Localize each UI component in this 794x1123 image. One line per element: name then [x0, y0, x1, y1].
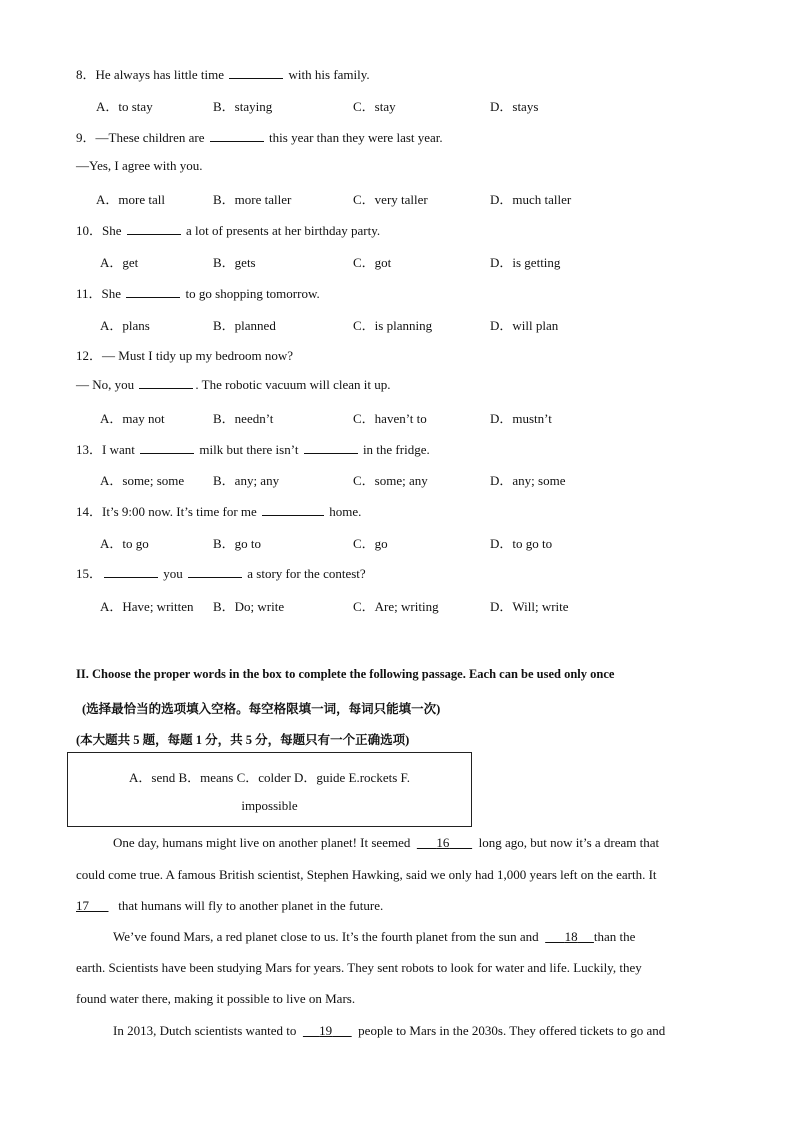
answer-blank[interactable]	[127, 222, 181, 235]
section-2-score-note: (本大题共 5 题，每题 1 分，共 5 分，每题只有一个正确选项)	[76, 733, 410, 747]
passage-line: could come true. A famous British scientist, Stephen Hawking, said we only had 1,000 years left on the earth. It	[76, 867, 657, 882]
option-d[interactable]: D．mustn’t	[490, 411, 552, 426]
question-text: I want	[102, 442, 135, 457]
question-11	[76, 283, 320, 302]
option-d[interactable]: D．to go to	[490, 536, 553, 551]
passage-line	[113, 1023, 756, 1039]
question-text: with his family.	[288, 67, 370, 82]
option-a[interactable]: A．some; some	[100, 473, 185, 488]
question-14	[76, 501, 361, 520]
option-b[interactable]: B．staying	[213, 99, 273, 114]
passage-text: than the	[593, 929, 636, 944]
blank-16[interactable]: 16	[436, 835, 450, 850]
option-a[interactable]: A．plans	[100, 318, 150, 333]
option-c[interactable]: C．go	[353, 536, 388, 551]
answer-blank[interactable]	[304, 441, 358, 454]
option-d[interactable]: D．Will; write	[490, 599, 569, 614]
question-12	[76, 345, 293, 364]
option-b[interactable]: B．Do; write	[213, 599, 285, 614]
option-d[interactable]: D．is getting	[490, 255, 561, 270]
passage-text: One day, humans might live on another planet! It seemed	[113, 835, 411, 850]
option-b[interactable]: B．planned	[213, 318, 276, 333]
option-b[interactable]: B．needn’t	[213, 411, 274, 426]
option-c[interactable]: C．Are; writing	[353, 599, 439, 614]
question-text: — Must I tidy up my bedroom now?	[102, 348, 294, 363]
option-d[interactable]: D．any; some	[490, 473, 566, 488]
question-text: It’s 9:00 now. It’s time for me	[102, 504, 257, 519]
passage-line: earth. Scientists have been studying Mars for years. They sent robots to look for water and life. Luckily, they	[76, 960, 642, 975]
question-number: 15．	[76, 566, 103, 581]
question-text: milk but there isn’t	[199, 442, 299, 457]
passage-text: that humans will fly to another planet in the future.	[118, 898, 384, 913]
answer-blank[interactable]	[210, 129, 264, 142]
word-bank-line-2: impossible	[241, 798, 298, 813]
question-9-response: —Yes, I agree with you.	[76, 158, 203, 173]
question-number: 11．	[76, 286, 102, 301]
option-d[interactable]: D．much taller	[490, 192, 572, 207]
word-bank-line-1: A．send B．means C．colder D．guide E.rockets F.	[129, 770, 410, 785]
answer-blank[interactable]	[188, 565, 242, 578]
passage-text: We’ve found Mars, a red planet close to us. It’s the fourth planet from the sun and	[113, 929, 539, 944]
question-10	[76, 220, 380, 239]
option-b[interactable]: B．more taller	[213, 192, 292, 207]
question-text: — No, you	[76, 377, 135, 392]
question-9	[76, 127, 443, 146]
option-a[interactable]: A．to stay	[96, 99, 153, 114]
question-number: 9．	[76, 130, 96, 145]
blank-17[interactable]: 17	[76, 898, 89, 913]
question-number: 13．	[76, 442, 103, 457]
question-13	[76, 439, 430, 458]
answer-blank[interactable]	[229, 66, 283, 79]
option-a[interactable]: A．get	[100, 255, 139, 270]
option-c[interactable]: C．haven’t to	[353, 411, 427, 426]
question-15	[76, 563, 366, 582]
question-text: home.	[329, 504, 362, 519]
passage-text: long ago, but now it’s a dream that	[478, 835, 660, 850]
answer-blank[interactable]	[126, 285, 180, 298]
option-a[interactable]: A．to go	[100, 536, 149, 551]
section-2-instruction: (选择最恰当的选项填入空格。每空格限填一词，每词只能填一次)	[82, 702, 441, 716]
option-b[interactable]: B．gets	[213, 255, 256, 270]
option-d[interactable]: D．stays	[490, 99, 539, 114]
question-number: 12．	[76, 348, 103, 363]
question-text: a story for the contest?	[247, 566, 366, 581]
answer-blank[interactable]	[139, 376, 193, 389]
passage-line: found water there, making it possible to live on Mars.	[76, 991, 356, 1006]
option-c[interactable]: C．is planning	[353, 318, 433, 333]
question-number: 10．	[76, 223, 103, 238]
option-c[interactable]: C．very taller	[353, 192, 428, 207]
question-text: She	[102, 223, 122, 238]
option-b[interactable]: B．any; any	[213, 473, 280, 488]
question-text: a lot of presents at her birthday party.	[186, 223, 381, 238]
question-text: He always has little time	[95, 67, 225, 82]
passage-text: In 2013, Dutch scientists wanted to	[113, 1023, 297, 1038]
answer-blank[interactable]	[262, 503, 324, 516]
question-number: 14．	[76, 504, 103, 519]
question-text: . The robotic vacuum will clean it up.	[195, 377, 391, 392]
option-d[interactable]: D．will plan	[490, 318, 559, 333]
passage-line	[113, 929, 756, 945]
question-text: you	[163, 566, 183, 581]
option-c[interactable]: C．stay	[353, 99, 396, 114]
answer-blank[interactable]	[140, 441, 194, 454]
question-text: this year than they were last year.	[269, 130, 443, 145]
option-a[interactable]: A．more tall	[96, 192, 165, 207]
passage-line	[76, 898, 719, 914]
answer-blank[interactable]	[104, 565, 158, 578]
option-c[interactable]: C．got	[353, 255, 392, 270]
word-bank-box	[67, 752, 472, 827]
question-text: to go shopping tomorrow.	[185, 286, 320, 301]
question-8	[76, 64, 370, 83]
question-12-response	[76, 376, 390, 393]
question-text: —These children are	[95, 130, 205, 145]
blank-18[interactable]: 18	[564, 929, 578, 944]
section-2-title: II. Choose the proper words in the box to complete the following passage. Each can be used only once	[76, 667, 615, 681]
blank-19[interactable]: 19	[319, 1023, 333, 1038]
passage-text: people to Mars in the 2030s. They offered tickets to go and	[358, 1023, 666, 1038]
question-number: 8．	[76, 67, 96, 82]
question-text: in the fridge.	[362, 442, 430, 457]
question-text: She	[101, 286, 122, 301]
passage-line	[113, 835, 756, 851]
option-c[interactable]: C．some; any	[353, 473, 428, 488]
option-b[interactable]: B．go to	[213, 536, 262, 551]
option-a[interactable]: A．may not	[100, 411, 165, 426]
option-a[interactable]: A．Have; written	[100, 599, 194, 614]
